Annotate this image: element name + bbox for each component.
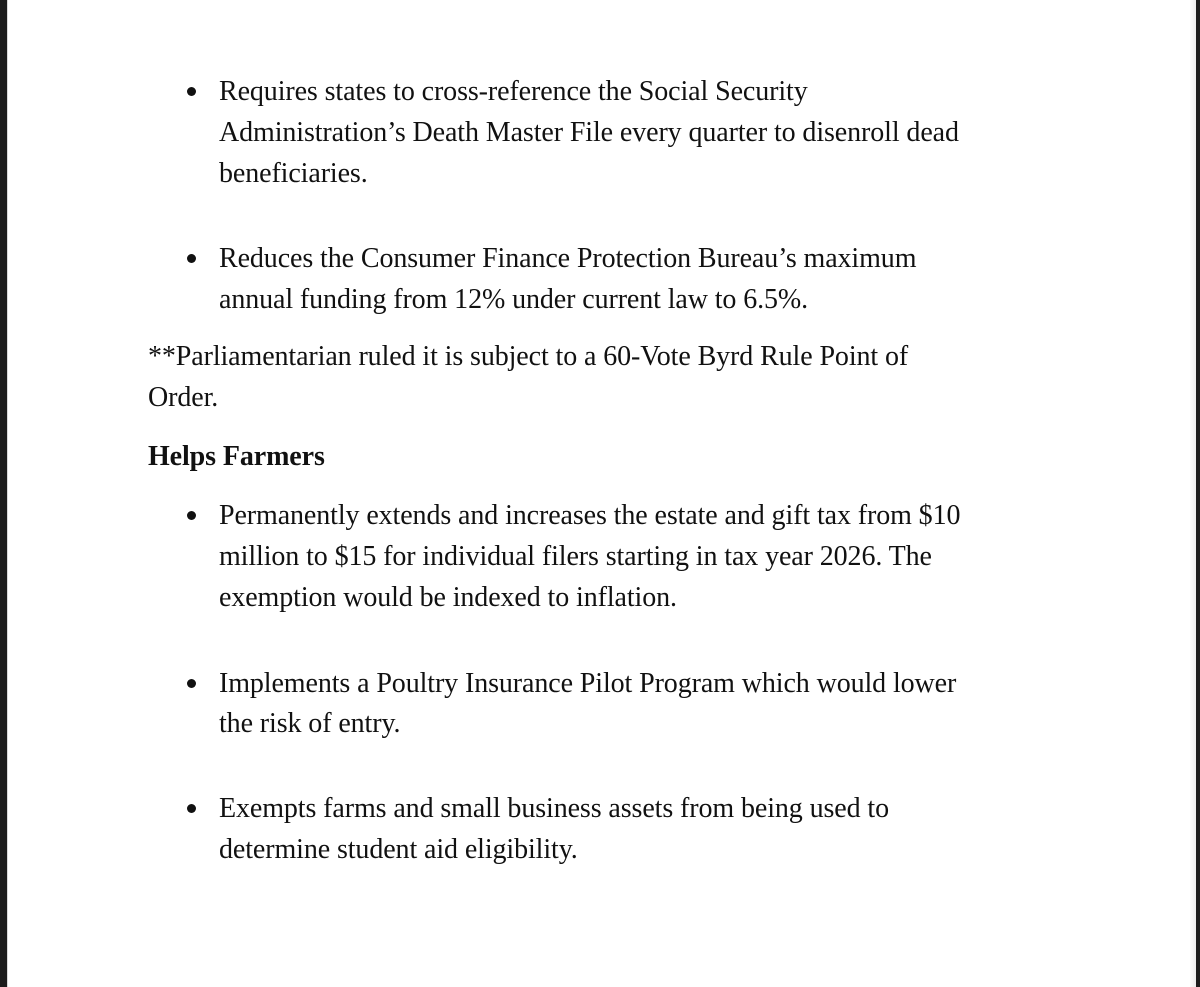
bullet-icon [187, 254, 196, 263]
bullet-text-line: beneficiaries. [219, 158, 368, 189]
section-heading: Helps Farmers [148, 441, 325, 472]
bullet-text-line: Exempts farms and small business assets from being used to [219, 793, 889, 824]
bullet-icon [187, 511, 196, 520]
bullet-text-line: Implements a Poultry Insurance Pilot Program which would lower [219, 668, 957, 699]
document-page [7, 0, 1196, 987]
bullet-text-line: exemption would be indexed to inflation. [219, 582, 677, 613]
note-text-line: Order. [148, 382, 219, 413]
bullet-text-line: Requires states to cross-reference the Social Security [219, 76, 808, 107]
bullet-icon [187, 87, 196, 96]
bullet-text-line: determine student aid eligibility. [219, 834, 578, 865]
bullet-text-line: Reduces the Consumer Finance Protection Bureau’s maximum [219, 243, 917, 274]
bullet-text-line: annual funding from 12% under current law to 6.5%. [219, 284, 809, 315]
note-text-line: **Parliamentarian ruled it is subject to a 60-Vote Byrd Rule Point of [148, 341, 909, 372]
bullet-text-line: Permanently extends and increases the estate and gift tax from $10 [219, 500, 961, 531]
bullet-icon [187, 804, 196, 813]
bullet-text-line: Administration’s Death Master File every quarter to disenroll dead [219, 117, 959, 148]
bullet-text-line: the risk of entry. [219, 708, 401, 739]
bullet-icon [187, 679, 196, 688]
bullet-text-line: million to $15 for individual filers starting in tax year 2026. The [219, 541, 932, 572]
